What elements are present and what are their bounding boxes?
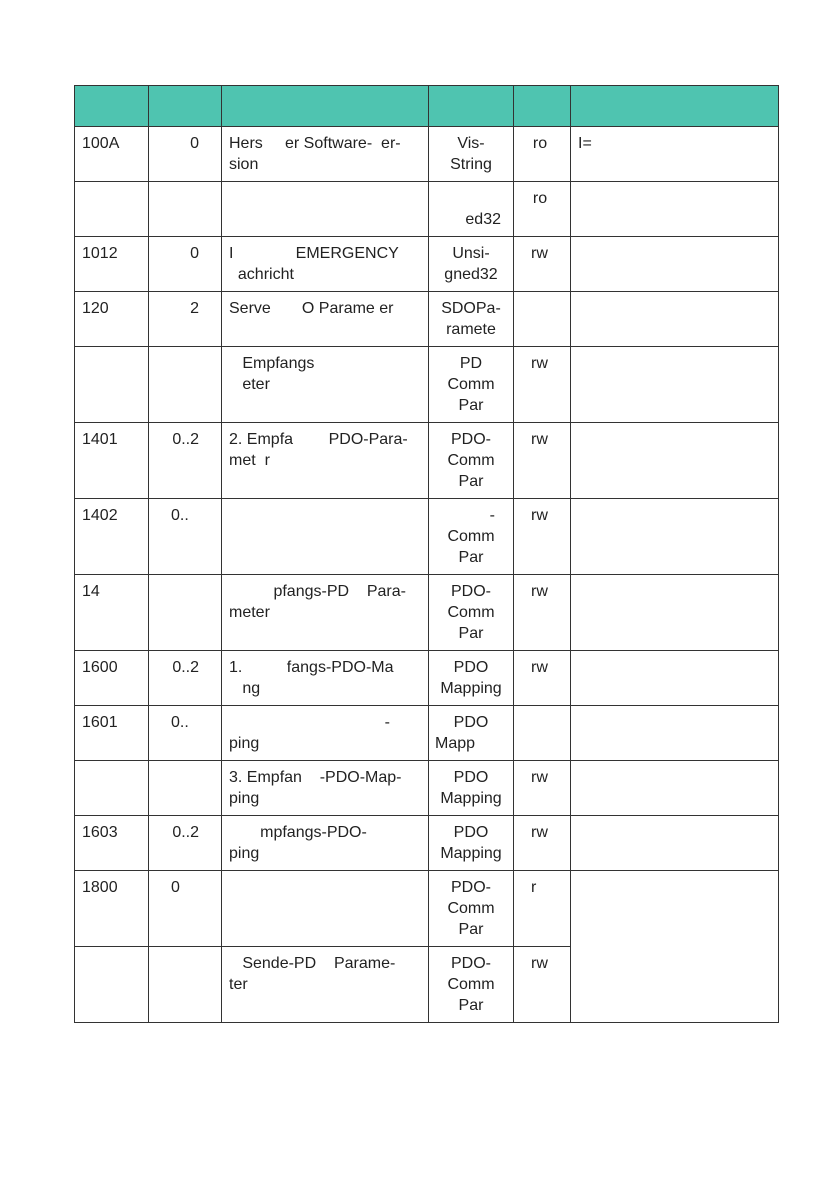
cell-name: 1. fangs-PDO-Ma ng [222,651,429,706]
cell-access: rw [514,947,571,1023]
header-description [571,86,779,127]
cell-name: - ping [222,706,429,761]
header-name [222,86,429,127]
table-row [75,347,779,423]
cell-type: PDO Mapping [429,816,514,871]
cell-access [514,292,571,347]
cell-type: SDOPa- ramete [429,292,514,347]
cell-subindex: 0.. [149,499,222,575]
cell-index: 1600 [75,651,149,706]
cell-type: PD Comm Par [429,347,514,423]
cell-type: PDO Mapping [429,761,514,816]
cell-name: mpfangs-PDO- ping [222,816,429,871]
cell-name: Empfangs eter [222,347,429,423]
cell-description: I= [571,127,779,182]
cell-access [514,706,571,761]
cell-index: 1402 [75,499,149,575]
table-row [75,127,779,182]
cell-subindex: 2 [149,292,222,347]
cell-description [571,423,779,499]
cell-subindex [149,182,222,237]
cell-access: rw [514,761,571,816]
cell-type: - Comm Par [429,499,514,575]
cell-subindex: 0.. [149,706,222,761]
cell-type: PDO- Comm Par [429,871,514,947]
cell-subindex [149,761,222,816]
cell-description [571,761,779,816]
cell-index: 120 [75,292,149,347]
header-subindex [149,86,222,127]
cell-access: rw [514,575,571,651]
cell-access: ro [514,182,571,237]
table-row [75,871,779,947]
cell-index [75,182,149,237]
cell-index: 14 [75,575,149,651]
table-row [75,575,779,651]
cell-index: 100A [75,127,149,182]
table-row [75,423,779,499]
cell-access: rw [514,423,571,499]
cell-type: PDO- Comm Par [429,947,514,1023]
cell-description [571,575,779,651]
cell-type: PDO Mapp [429,706,514,761]
cell-index [75,761,149,816]
cell-description [571,237,779,292]
cell-access: rw [514,816,571,871]
cell-subindex: 0..2 [149,816,222,871]
table-row [75,182,779,237]
cell-access: ro [514,127,571,182]
cell-description [571,182,779,237]
header-type [429,86,514,127]
cell-index: 1601 [75,706,149,761]
cell-name [222,871,429,947]
cell-access: r [514,871,571,947]
cell-name [222,182,429,237]
cell-description [571,499,779,575]
cell-type: Vis- String [429,127,514,182]
cell-name: 2. Empfa PDO-Para- met r [222,423,429,499]
cell-subindex: 0 [149,237,222,292]
table-header-row [75,86,779,127]
table-row [75,651,779,706]
cell-index: 1603 [75,816,149,871]
table-row [75,761,779,816]
table-row [75,292,779,347]
cell-access: rw [514,499,571,575]
header-index [75,86,149,127]
cell-type: Unsi- gned32 [429,237,514,292]
cell-name: pfangs-PD Para- meter [222,575,429,651]
cell-name: Hers er Software- er- sion [222,127,429,182]
cell-type: PDO Mapping [429,651,514,706]
cell-type: ed32 [429,182,514,237]
cell-index: 1401 [75,423,149,499]
cell-name: 3. Empfan -PDO-Map- ping [222,761,429,816]
table-row [75,237,779,292]
cell-description [571,816,779,871]
cell-index [75,947,149,1023]
cell-description [571,706,779,761]
header-access [514,86,571,127]
cell-subindex [149,347,222,423]
cell-access: rw [514,651,571,706]
table-row [75,706,779,761]
cell-subindex [149,947,222,1023]
cell-description [571,347,779,423]
cell-name: I EMERGENCY achricht [222,237,429,292]
cell-description [571,651,779,706]
cell-access: rw [514,237,571,292]
cell-subindex: 0 [149,871,222,947]
cell-name: Serve O Parame er [222,292,429,347]
cell-name [222,499,429,575]
cell-description [571,292,779,347]
cell-index: 1012 [75,237,149,292]
cell-type: PDO- Comm Par [429,575,514,651]
cell-index [75,347,149,423]
table-row [75,816,779,871]
cell-access: rw [514,347,571,423]
cell-subindex: 0..2 [149,423,222,499]
cell-name: Sende-PD Parame- ter [222,947,429,1023]
cell-type: PDO- Comm Par [429,423,514,499]
cell-subindex: 0 [149,127,222,182]
cell-subindex [149,575,222,651]
cell-subindex: 0..2 [149,651,222,706]
cell-index: 1800 [75,871,149,947]
object-dictionary-table [74,85,779,1023]
table-row [75,499,779,575]
cell-description [571,871,779,1023]
